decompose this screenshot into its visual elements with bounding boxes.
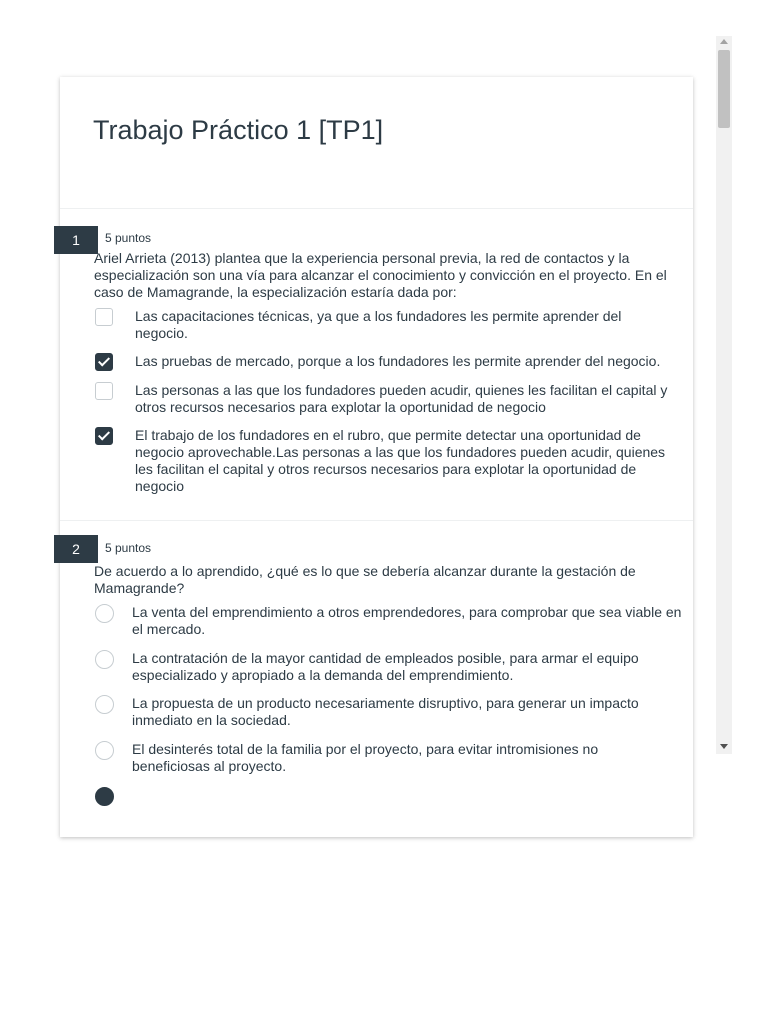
question-text: De acuerdo a lo aprendido, ¿qué es lo que se debería alcanzar durante la gestación de Mamagrande?: [94, 563, 636, 596]
radio-button[interactable]: [95, 695, 114, 714]
radio-button-selected[interactable]: [95, 787, 114, 806]
title-divider: [60, 208, 693, 209]
checkbox[interactable]: [95, 308, 113, 326]
question-number: 2: [54, 535, 98, 563]
radio-button[interactable]: [95, 650, 114, 669]
quiz-card: [60, 77, 693, 837]
checkbox[interactable]: [95, 382, 113, 400]
quiz-title: Trabajo Práctico 1 [TP1]: [93, 115, 384, 145]
answer-label: El desinterés total de la familia por el proyecto, para evitar intromisiones no beneficiosas al proyecto.: [132, 741, 599, 774]
question-divider: [60, 520, 693, 521]
question-points: 5 puntos: [105, 541, 152, 555]
answer-label: Las pruebas de mercado, porque a los fundadores les permite aprender del negocio.: [135, 353, 661, 369]
answer-label: La contratación de la mayor cantidad de empleados posible, para armar el equipo especializado y apropiado a la demanda del emprendimiento.: [132, 650, 639, 683]
answer-label: Las personas a las que los fundadores pueden acudir, quienes les facilitan el capital y otros recursos necesarios para explotar la oportunidad de negocio: [135, 382, 668, 415]
radio-button[interactable]: [95, 604, 114, 623]
answer-label: La venta del emprendimiento a otros emprendedores, para comprobar que sea viable en el mercado.: [132, 604, 682, 637]
checkbox-checked[interactable]: [95, 353, 113, 371]
answer-label: La propuesta de un producto necesariamente disruptivo, para generar un impacto inmediato en la sociedad.: [132, 695, 639, 728]
vertical-scrollbar[interactable]: [716, 36, 732, 754]
answer-label: Las capacitaciones técnicas, ya que a los fundadores les permite aprender del negocio.: [135, 308, 622, 341]
scrollbar-thumb[interactable]: [718, 50, 730, 128]
radio-button[interactable]: [95, 741, 114, 760]
scroll-down-arrow-icon[interactable]: [720, 744, 728, 749]
question-points: 5 puntos: [105, 231, 152, 245]
scroll-up-arrow-icon[interactable]: [720, 39, 728, 44]
question-text: Ariel Arrieta (2013) plantea que la experiencia personal previa, la red de contactos y la especialización son una vía para alcanzar el conocimiento y convicción en el proyecto. En el caso de Mamagrande, la especialización estaría dada por:: [94, 250, 667, 300]
quiz-viewport: [0, 36, 732, 774]
answer-label: El trabajo de los fundadores en el rubro, que permite detectar una oportunidad de negocio aprovechable.Las personas a las que los fundadores pueden acudir, quienes les facilitan el capital y otros recursos necesarios para explotar la oportunidad de negocio: [135, 427, 666, 494]
checkbox-checked[interactable]: [95, 427, 113, 445]
question-number: 1: [54, 226, 98, 254]
